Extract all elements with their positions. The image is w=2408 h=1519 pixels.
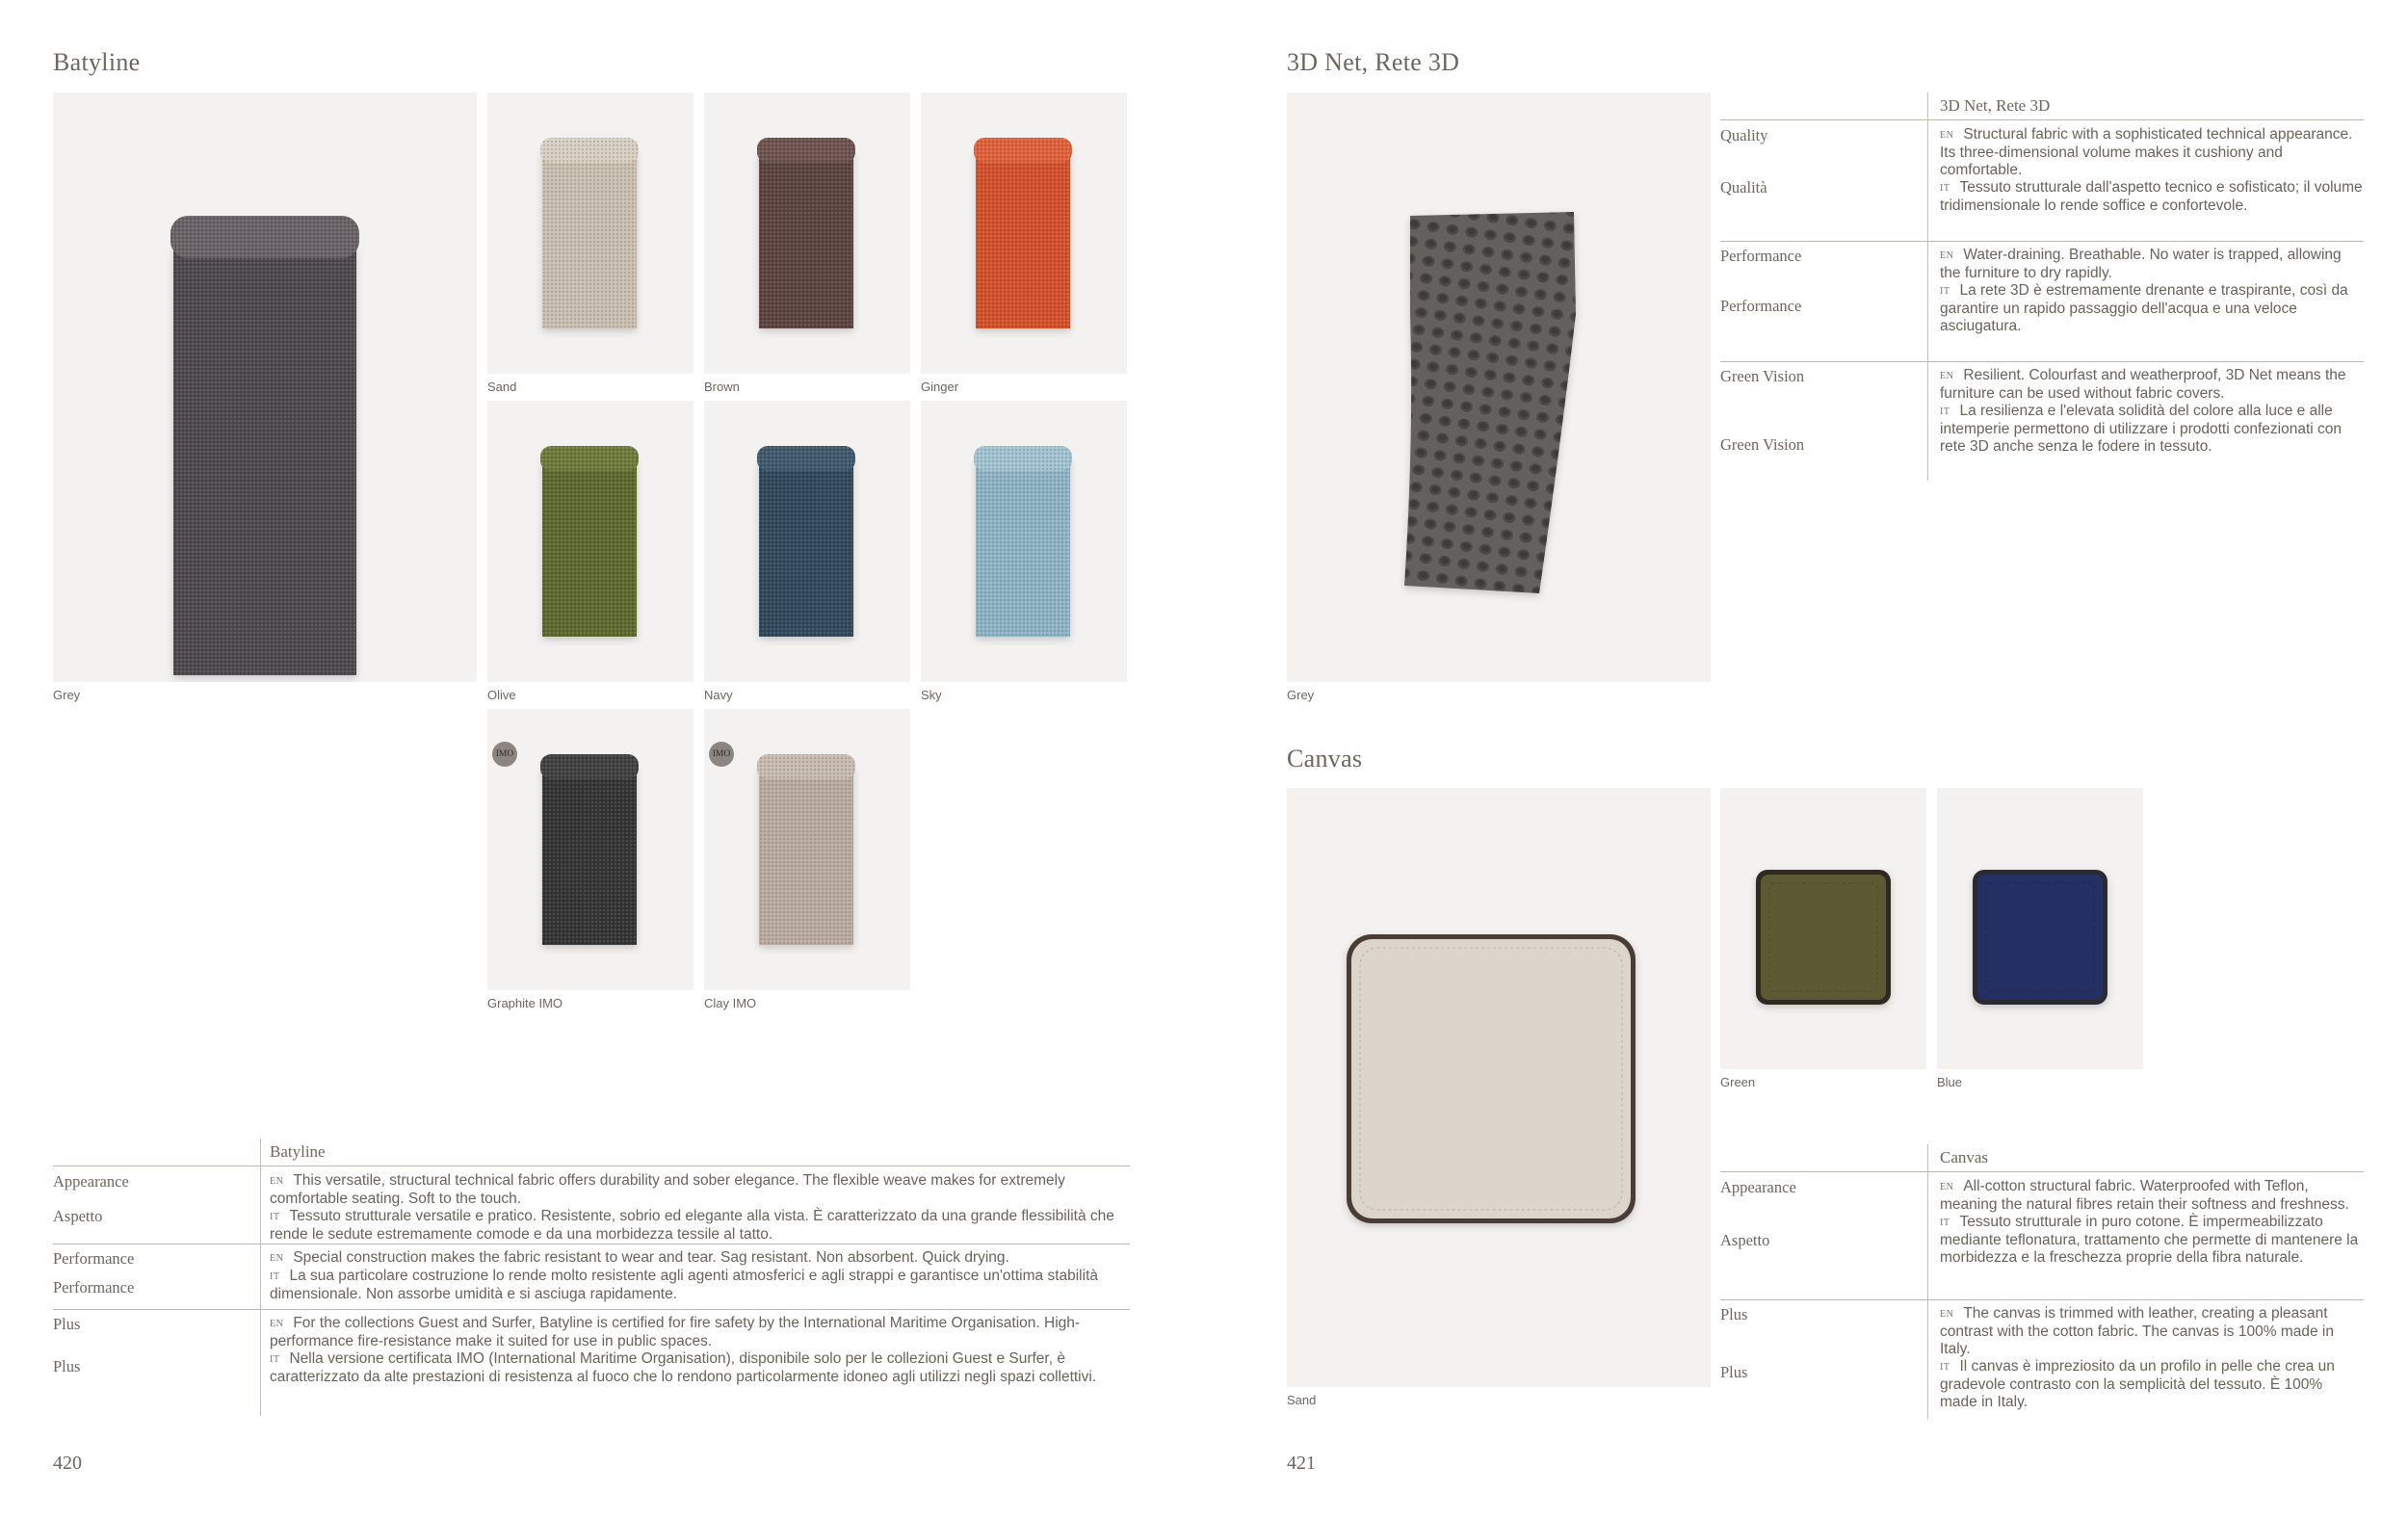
- swatch-card-grey[interactable]: [53, 92, 477, 682]
- fabric-roll-image: [704, 401, 910, 682]
- swatch-label: Clay IMO: [704, 996, 757, 1010]
- text-en: Resilient. Colourfast and weatherproof, 3D Net means the furniture can be used without fabric covers.: [1940, 367, 2346, 402]
- swatch-label: Blue: [1937, 1075, 1963, 1089]
- canvas-fabric-image: [1720, 788, 1926, 1069]
- text-it: Tessuto strutturale dall'aspetto tecnico e sofisticato; il volume tridimensionale lo rende soffice e confortevole.: [1940, 179, 2363, 214]
- column-divider: [260, 1139, 261, 1416]
- row-description: [270, 1172, 1117, 1244]
- row-divider: [1720, 241, 2364, 242]
- fabric-roll-image: [921, 92, 1127, 374]
- table-header: 3D Net, Rete 3D: [1940, 96, 2051, 115]
- swatch-label: Sand: [1287, 1393, 1317, 1407]
- row-label-en: Appearance: [1720, 1178, 1796, 1196]
- swatch-card[interactable]: [921, 401, 1127, 682]
- text-it: Tessuto strutturale in puro cotone. È impermeabilizzato mediante teflonatura, trattamento che permette di mantenere la morbidezza e la freschezza proprie della fibra naturale.: [1940, 1214, 2359, 1266]
- row-label-en: Appearance: [53, 1172, 129, 1191]
- swatch-label: Green: [1720, 1075, 1756, 1089]
- fabric-roll-image: [487, 401, 694, 682]
- lang-tag-en: EN: [270, 1176, 284, 1187]
- swatch-label: Grey: [53, 688, 81, 702]
- page-number: 421: [1287, 1453, 1316, 1474]
- row-description: [1940, 1178, 2364, 1267]
- text-it: Il canvas è impreziosito da un profilo in pelle che crea un gradevole contrasto con la semplicità del tessuto. È 100% made in Italy.: [1940, 1358, 2335, 1410]
- description-it: [1940, 1358, 2364, 1411]
- row-description: [1940, 126, 2364, 215]
- description-en: [270, 1172, 1117, 1208]
- section-title-3d-net: 3D Net, Rete 3D: [1287, 48, 1460, 76]
- fabric-roll-image: [487, 709, 694, 990]
- text-it: La rete 3D è estremamente drenante e traspirante, così da garantire un rapido passaggio dell'acqua e una veloce asciugatura.: [1940, 282, 2348, 334]
- swatch-label: Olive: [487, 688, 516, 702]
- text-en: Water-draining. Breathable. No water is trapped, allowing the furniture to dry rapidly.: [1940, 247, 2342, 281]
- text-it: La resilienza e l'elevata solidità del colore alla luce e alle intemperie permettono di utilizzare i prodotti confezionati con rete 3D anche senza le fodere in tessuto.: [1940, 403, 2343, 455]
- text-en: All-cotton structural fabric. Waterproofed with Teflon, meaning the natural fibres retain their softness and freshness.: [1940, 1178, 2349, 1213]
- row-description: [270, 1249, 1117, 1303]
- column-divider: [1927, 1144, 1928, 1419]
- lang-tag-it: IT: [1940, 1218, 1950, 1228]
- swatch-label: Brown: [704, 380, 740, 394]
- row-label-it: Performance: [1720, 297, 1802, 315]
- text-it: Tessuto strutturale versatile e pratico. Resistente, sobrio ed elegante alla vista. È caratterizzato da una grande flessibilità che rende le sedute estremamente comode e da una morbidezza tessile al tatto.: [270, 1208, 1114, 1243]
- description-en: [1940, 126, 2364, 179]
- lang-tag-it: IT: [1940, 286, 1950, 297]
- row-description: [1940, 367, 2364, 456]
- swatch-label: Sand: [487, 380, 517, 394]
- divider: [1720, 119, 2364, 120]
- row-label-en: Plus: [53, 1315, 81, 1333]
- text-it: Nella versione certificata IMO (International Maritime Organisation), disponibile solo per le collezioni Guest e Surfer, è caratterizzato da alte prestazioni di resistenza al fuoco che lo rendono particolarmente idoneo agli utilizzi negli spazi collettivi.: [270, 1350, 1097, 1385]
- text-it: La sua particolare costruzione lo rende molto resistente agli agenti atmosferici e agli strappi e garantisce un'ottima stabilità dimensionale. Non assorbe umidità e si asciuga rapidamente.: [270, 1268, 1098, 1302]
- lang-tag-en: EN: [270, 1253, 284, 1264]
- description-it: [270, 1268, 1117, 1303]
- imo-badge: IMO: [492, 742, 517, 767]
- row-label-it: Plus: [1720, 1363, 1748, 1381]
- row-label-it: Aspetto: [1720, 1231, 1770, 1249]
- canvas-fabric-image: [1287, 788, 1711, 1387]
- lang-tag-it: IT: [270, 1271, 280, 1282]
- lang-tag-it: IT: [1940, 1362, 1950, 1373]
- description-it: [1940, 282, 2364, 335]
- text-en: Special construction makes the fabric resistant to wear and tear. Sag resistant. Non absorbent. Quick drying.: [293, 1249, 1009, 1266]
- section-title-canvas: Canvas: [1287, 745, 1363, 773]
- lang-tag-en: EN: [1940, 1309, 1954, 1320]
- canvas-swatch-card[interactable]: [1937, 788, 2143, 1069]
- description-it: [1940, 179, 2364, 215]
- fabric-roll-image: [704, 92, 910, 374]
- swatch-label: Ginger: [921, 380, 959, 394]
- row-divider: [1720, 361, 2364, 362]
- row-description: [1940, 247, 2364, 335]
- row-label-it: Aspetto: [53, 1207, 103, 1225]
- row-description: [1940, 1305, 2364, 1411]
- row-label-it: Plus: [53, 1357, 81, 1375]
- description-en: [270, 1315, 1117, 1350]
- row-label-en: Green Vision: [1720, 367, 1805, 385]
- page-number: 420: [53, 1453, 82, 1474]
- lang-tag-en: EN: [1940, 371, 1954, 381]
- text-en: The canvas is trimmed with leather, creating a pleasant contrast with the cotton fabric. The canvas is 100% made in Italy.: [1940, 1305, 2334, 1357]
- lang-tag-it: IT: [270, 1354, 280, 1365]
- swatch-label: Sky: [921, 688, 942, 702]
- row-label-en: Performance: [53, 1249, 135, 1268]
- divider: [1720, 1171, 2364, 1172]
- description-en: [1940, 1305, 2364, 1358]
- description-en: [1940, 1178, 2364, 1214]
- description-it: [270, 1208, 1117, 1244]
- row-label-en: Performance: [1720, 247, 1802, 265]
- lang-tag-it: IT: [1940, 406, 1950, 417]
- canvas-swatch-card[interactable]: [1287, 788, 1711, 1387]
- swatch-card[interactable]: [487, 709, 694, 990]
- row-label-en: Plus: [1720, 1305, 1748, 1323]
- text-en: This versatile, structural technical fabric offers durability and sober elegance. The flexible weave makes for extremely comfortable seating. Soft to the touch.: [270, 1172, 1065, 1207]
- section-title-batyline: Batyline: [53, 48, 141, 76]
- description-en: [270, 1249, 1117, 1268]
- text-en: For the collections Guest and Surfer, Batyline is certified for fire safety by the International Maritime Organisation. High-performance fire-resistance make it suited for use in public spaces.: [270, 1315, 1081, 1349]
- swatch-card[interactable]: [921, 92, 1127, 374]
- table-header: Batyline: [270, 1142, 326, 1161]
- row-divider: [1720, 1299, 2364, 1300]
- lang-tag-en: EN: [1940, 130, 1954, 141]
- table-header: Canvas: [1940, 1148, 1989, 1166]
- row-label-it: Performance: [53, 1278, 135, 1296]
- swatch-card[interactable]: [487, 401, 694, 682]
- fabric-roll-image: [487, 92, 694, 374]
- canvas-swatch-card[interactable]: [1720, 788, 1926, 1069]
- lang-tag-en: EN: [270, 1319, 284, 1329]
- row-label-it: Green Vision: [1720, 435, 1805, 454]
- description-en: [1940, 247, 2364, 282]
- swatch-card-3d-net-grey[interactable]: [1287, 92, 1711, 682]
- fabric-roll-image: [53, 92, 477, 682]
- lang-tag-en: EN: [1940, 1182, 1954, 1192]
- lang-tag-it: IT: [270, 1212, 280, 1222]
- row-description: [270, 1315, 1117, 1386]
- mesh-fabric-image: [1287, 92, 1711, 682]
- lang-tag-it: IT: [1940, 183, 1950, 194]
- fabric-roll-image: [704, 709, 910, 990]
- swatch-card[interactable]: [487, 92, 694, 374]
- lang-tag-en: EN: [1940, 250, 1954, 261]
- description-it: [1940, 403, 2364, 456]
- description-it: [1940, 1214, 2364, 1267]
- row-divider: [53, 1309, 1130, 1310]
- description-en: [1940, 367, 2364, 403]
- swatch-label: Grey: [1287, 688, 1315, 702]
- canvas-fabric-image: [1937, 788, 2143, 1069]
- swatch-card[interactable]: [704, 401, 910, 682]
- text-en: Structural fabric with a sophisticated technical appearance. Its three-dimensional volume makes it cushiony and comfortable.: [1940, 126, 2353, 178]
- description-it: [270, 1350, 1117, 1386]
- row-label-it: Qualità: [1720, 178, 1767, 196]
- fabric-roll-image: [921, 401, 1127, 682]
- column-divider: [1927, 92, 1928, 481]
- row-label-en: Quality: [1720, 126, 1768, 144]
- imo-badge: IMO: [709, 742, 734, 767]
- swatch-card[interactable]: [704, 709, 910, 990]
- swatch-card[interactable]: [704, 92, 910, 374]
- swatch-label: Graphite IMO: [487, 996, 563, 1010]
- divider: [53, 1165, 1130, 1166]
- swatch-label: Navy: [704, 688, 733, 702]
